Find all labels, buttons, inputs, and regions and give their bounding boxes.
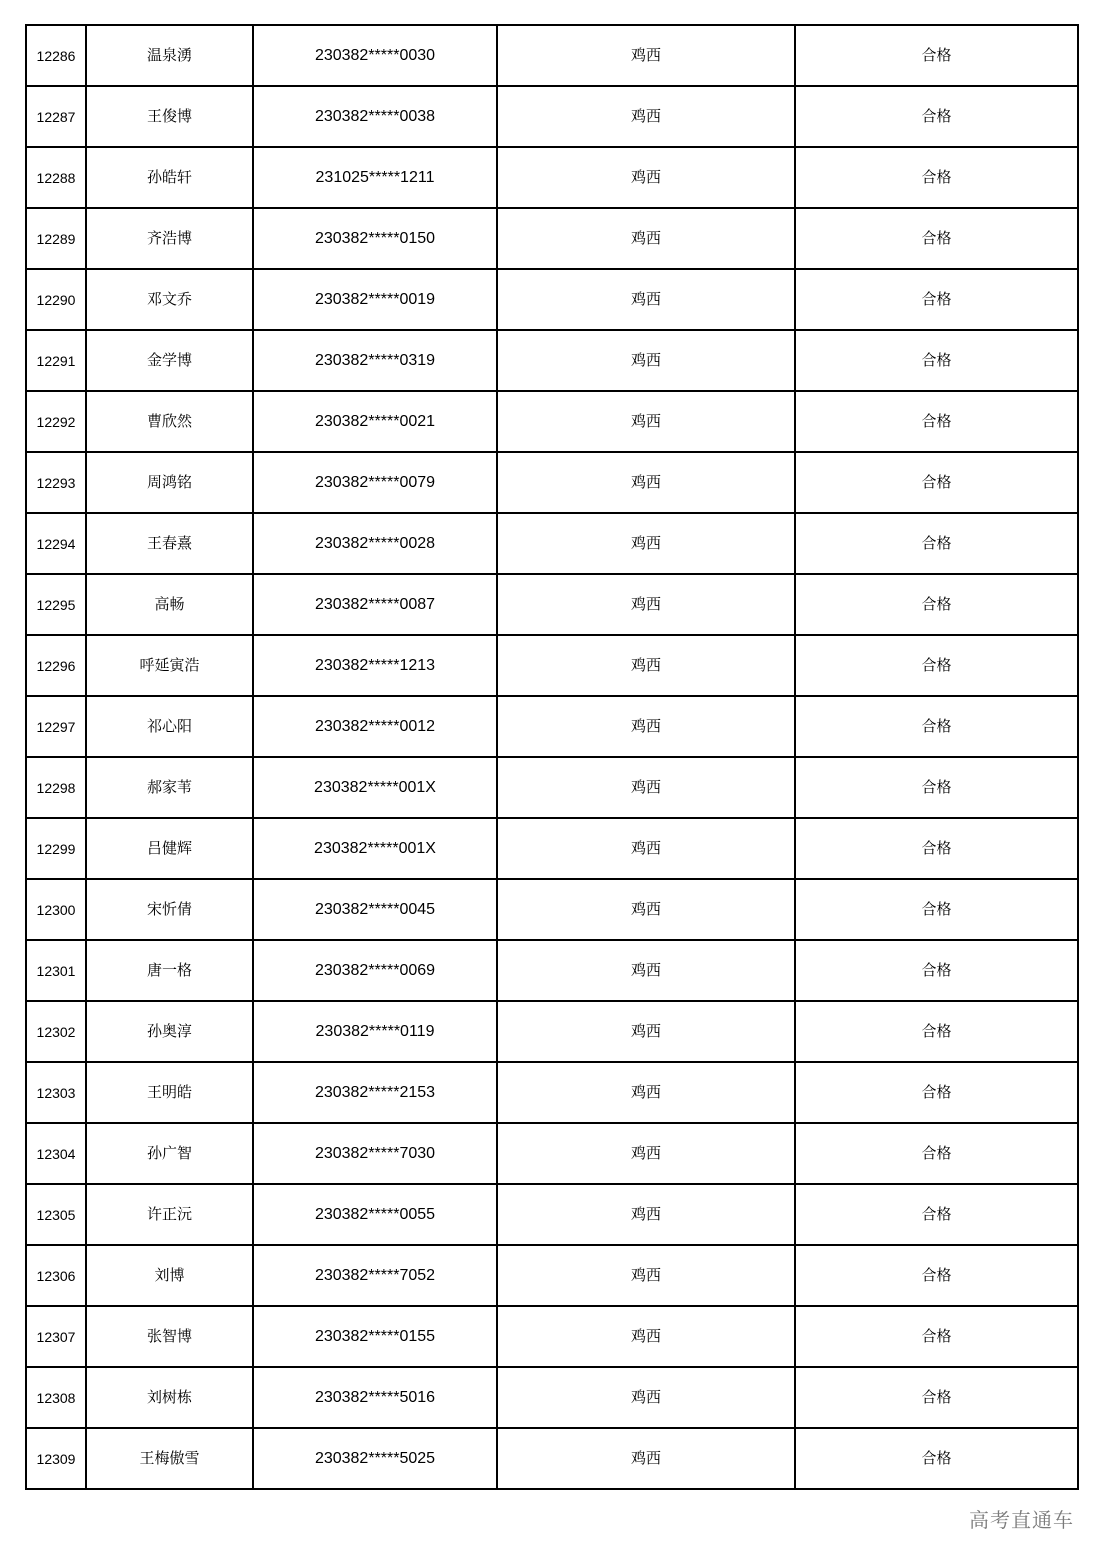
cell-result: 合格 (795, 452, 1078, 513)
cell-result: 合格 (795, 330, 1078, 391)
cell-id-number: 230382*****7052 (253, 1245, 497, 1306)
cell-sequence-number: 12295 (26, 574, 86, 635)
cell-name: 唐一格 (86, 940, 253, 1001)
cell-name: 温泉湧 (86, 25, 253, 86)
table-row (26, 818, 1078, 879)
cell-result: 合格 (795, 1245, 1078, 1306)
cell-name: 孙奥淳 (86, 1001, 253, 1062)
table-row (26, 635, 1078, 696)
table-row (26, 940, 1078, 1001)
cell-region: 鸡西 (497, 1245, 795, 1306)
cell-result: 合格 (795, 574, 1078, 635)
cell-id-number: 230382*****0021 (253, 391, 497, 452)
cell-region: 鸡西 (497, 879, 795, 940)
cell-result: 合格 (795, 635, 1078, 696)
cell-id-number: 230382*****0119 (253, 1001, 497, 1062)
cell-name: 金学博 (86, 330, 253, 391)
cell-sequence-number: 12297 (26, 696, 86, 757)
table-row (26, 86, 1078, 147)
table-row (26, 1245, 1078, 1306)
cell-id-number: 230382*****7030 (253, 1123, 497, 1184)
cell-result: 合格 (795, 1123, 1078, 1184)
cell-result: 合格 (795, 757, 1078, 818)
cell-id-number: 230382*****0038 (253, 86, 497, 147)
table-row (26, 1306, 1078, 1367)
cell-name: 王梅傲雪 (86, 1428, 253, 1489)
cell-id-number: 230382*****0028 (253, 513, 497, 574)
cell-name: 刘树栋 (86, 1367, 253, 1428)
cell-result: 合格 (795, 25, 1078, 86)
cell-id-number: 230382*****5025 (253, 1428, 497, 1489)
cell-name: 王春熹 (86, 513, 253, 574)
table-row (26, 391, 1078, 452)
cell-result: 合格 (795, 1184, 1078, 1245)
cell-region: 鸡西 (497, 1001, 795, 1062)
cell-result: 合格 (795, 696, 1078, 757)
table-row (26, 452, 1078, 513)
cell-name: 吕健辉 (86, 818, 253, 879)
cell-sequence-number: 12299 (26, 818, 86, 879)
cell-sequence-number: 12301 (26, 940, 86, 1001)
cell-sequence-number: 12309 (26, 1428, 86, 1489)
cell-name: 高畅 (86, 574, 253, 635)
cell-name: 王俊博 (86, 86, 253, 147)
cell-id-number: 230382*****0045 (253, 879, 497, 940)
cell-region: 鸡西 (497, 696, 795, 757)
cell-result: 合格 (795, 1367, 1078, 1428)
cell-sequence-number: 12292 (26, 391, 86, 452)
cell-sequence-number: 12287 (26, 86, 86, 147)
table-row (26, 1123, 1078, 1184)
table-row (26, 696, 1078, 757)
cell-region: 鸡西 (497, 757, 795, 818)
cell-region: 鸡西 (497, 574, 795, 635)
cell-id-number: 230382*****0150 (253, 208, 497, 269)
cell-region: 鸡西 (497, 452, 795, 513)
cell-sequence-number: 12303 (26, 1062, 86, 1123)
cell-region: 鸡西 (497, 940, 795, 1001)
cell-result: 合格 (795, 879, 1078, 940)
cell-result: 合格 (795, 818, 1078, 879)
watermark-text: 高考直通车 (969, 1508, 1074, 1532)
cell-sequence-number: 12286 (26, 25, 86, 86)
cell-name: 许正沅 (86, 1184, 253, 1245)
cell-result: 合格 (795, 391, 1078, 452)
table-row (26, 1001, 1078, 1062)
cell-id-number: 230382*****5016 (253, 1367, 497, 1428)
cell-result: 合格 (795, 513, 1078, 574)
cell-sequence-number: 12291 (26, 330, 86, 391)
table-row (26, 1428, 1078, 1489)
cell-id-number: 230382*****0012 (253, 696, 497, 757)
roster-body (26, 25, 1078, 1489)
cell-sequence-number: 12290 (26, 269, 86, 330)
cell-sequence-number: 12304 (26, 1123, 86, 1184)
cell-region: 鸡西 (497, 1428, 795, 1489)
cell-region: 鸡西 (497, 635, 795, 696)
cell-id-number: 230382*****2153 (253, 1062, 497, 1123)
cell-sequence-number: 12288 (26, 147, 86, 208)
cell-region: 鸡西 (497, 513, 795, 574)
cell-sequence-number: 12305 (26, 1184, 86, 1245)
cell-name: 刘博 (86, 1245, 253, 1306)
cell-name: 祁心阳 (86, 696, 253, 757)
table-row (26, 330, 1078, 391)
cell-id-number: 230382*****0087 (253, 574, 497, 635)
roster-table (25, 24, 1079, 1490)
cell-region: 鸡西 (497, 208, 795, 269)
cell-result: 合格 (795, 269, 1078, 330)
cell-region: 鸡西 (497, 86, 795, 147)
cell-sequence-number: 12302 (26, 1001, 86, 1062)
cell-name: 宋忻倩 (86, 879, 253, 940)
cell-name: 郝家苇 (86, 757, 253, 818)
cell-name: 周鸿铭 (86, 452, 253, 513)
cell-sequence-number: 12296 (26, 635, 86, 696)
cell-name: 孙皓轩 (86, 147, 253, 208)
cell-sequence-number: 12308 (26, 1367, 86, 1428)
table-row (26, 1367, 1078, 1428)
cell-id-number: 230382*****1213 (253, 635, 497, 696)
cell-sequence-number: 12293 (26, 452, 86, 513)
cell-result: 合格 (795, 1428, 1078, 1489)
cell-sequence-number: 12306 (26, 1245, 86, 1306)
table-row (26, 757, 1078, 818)
cell-id-number: 230382*****0030 (253, 25, 497, 86)
cell-result: 合格 (795, 208, 1078, 269)
cell-id-number: 230382*****0079 (253, 452, 497, 513)
cell-region: 鸡西 (497, 1062, 795, 1123)
cell-sequence-number: 12300 (26, 879, 86, 940)
cell-sequence-number: 12307 (26, 1306, 86, 1367)
cell-id-number: 231025*****1211 (253, 147, 497, 208)
cell-region: 鸡西 (497, 147, 795, 208)
cell-id-number: 230382*****0319 (253, 330, 497, 391)
cell-name: 孙广智 (86, 1123, 253, 1184)
cell-name: 张智博 (86, 1306, 253, 1367)
cell-id-number: 230382*****0055 (253, 1184, 497, 1245)
cell-id-number: 230382*****0155 (253, 1306, 497, 1367)
cell-region: 鸡西 (497, 391, 795, 452)
cell-result: 合格 (795, 1062, 1078, 1123)
cell-name: 齐浩博 (86, 208, 253, 269)
table-row (26, 1184, 1078, 1245)
table-row (26, 147, 1078, 208)
cell-sequence-number: 12294 (26, 513, 86, 574)
cell-region: 鸡西 (497, 25, 795, 86)
cell-name: 呼延寅浩 (86, 635, 253, 696)
cell-region: 鸡西 (497, 1184, 795, 1245)
table-row (26, 513, 1078, 574)
cell-region: 鸡西 (497, 1306, 795, 1367)
cell-region: 鸡西 (497, 330, 795, 391)
table-row (26, 269, 1078, 330)
cell-id-number: 230382*****0019 (253, 269, 497, 330)
cell-name: 王明皓 (86, 1062, 253, 1123)
cell-name: 邓文乔 (86, 269, 253, 330)
cell-result: 合格 (795, 1001, 1078, 1062)
cell-result: 合格 (795, 86, 1078, 147)
cell-region: 鸡西 (497, 818, 795, 879)
table-row (26, 25, 1078, 86)
table-row (26, 208, 1078, 269)
cell-region: 鸡西 (497, 1367, 795, 1428)
cell-id-number: 230382*****001X (253, 757, 497, 818)
cell-name: 曹欣然 (86, 391, 253, 452)
cell-sequence-number: 12289 (26, 208, 86, 269)
cell-region: 鸡西 (497, 269, 795, 330)
cell-region: 鸡西 (497, 1123, 795, 1184)
table-row (26, 1062, 1078, 1123)
table-row (26, 574, 1078, 635)
cell-result: 合格 (795, 1306, 1078, 1367)
cell-id-number: 230382*****001X (253, 818, 497, 879)
cell-result: 合格 (795, 940, 1078, 1001)
cell-result: 合格 (795, 147, 1078, 208)
cell-id-number: 230382*****0069 (253, 940, 497, 1001)
cell-sequence-number: 12298 (26, 757, 86, 818)
table-row (26, 879, 1078, 940)
